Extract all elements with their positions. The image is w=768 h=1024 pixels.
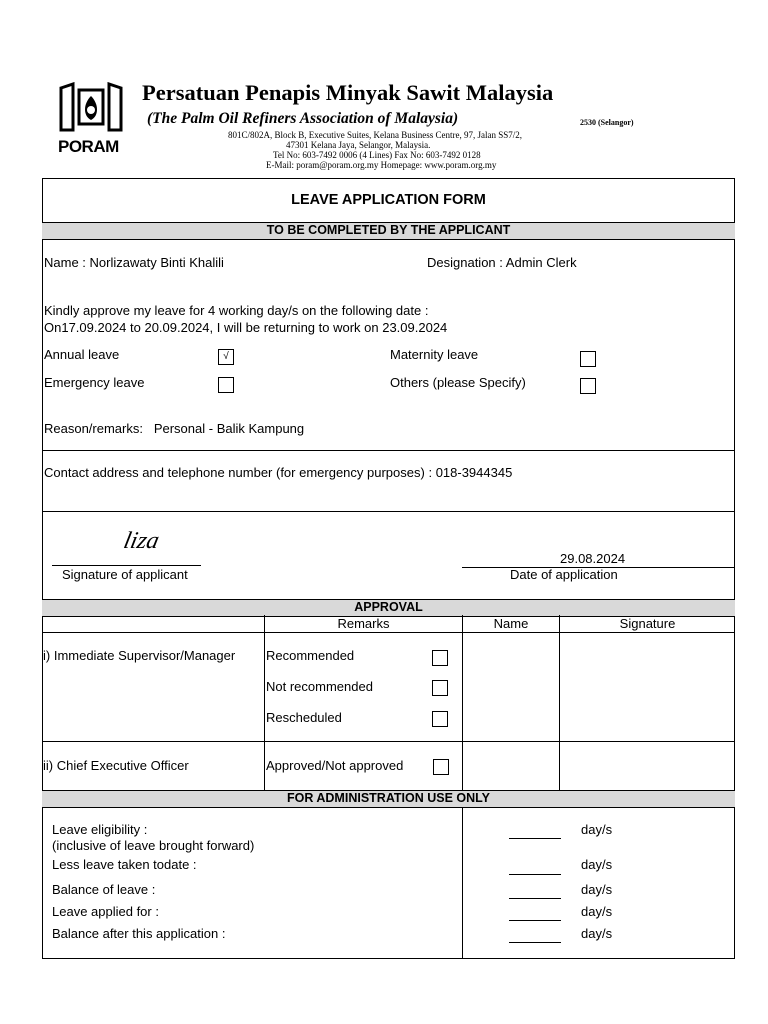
balance-of-leave-blank[interactable]: [509, 898, 561, 899]
column-divider: [559, 615, 560, 790]
email-line: E-Mail: poram@poram.org.my Homepage: www.poram.org.my: [266, 160, 497, 170]
maternity-leave-checkbox[interactable]: [580, 351, 596, 367]
application-date: 29.08.2024: [560, 551, 626, 566]
annual-leave-label: Annual leave: [44, 347, 120, 362]
balance-of-leave-label: Balance of leave :: [52, 882, 156, 897]
emergency-leave-label: Emergency leave: [44, 375, 145, 390]
rescheduled-checkbox[interactable]: [432, 711, 448, 727]
leave-eligibility-blank[interactable]: [509, 838, 561, 839]
form-title: LEAVE APPLICATION FORM: [291, 192, 486, 208]
address-line-2: 47301 Kelana Jaya, Selangor, Malaysia.: [286, 140, 431, 150]
leave-taken-blank[interactable]: [509, 874, 561, 875]
address-line-1: 801C/802A, Block B, Executive Suites, Kelana Business Centre, 97, Jalan SS7/2,: [228, 130, 522, 140]
maternity-leave-label: Maternity leave: [390, 347, 479, 362]
ceo-label: ii) Chief Executive Officer: [43, 758, 189, 773]
org-name-malay: Persatuan Penapis Minyak Sawit Malaysia: [142, 80, 554, 105]
day-unit: day/s: [581, 926, 613, 941]
logo-wordmark: PORAM: [58, 137, 119, 156]
others-leave-checkbox[interactable]: [580, 378, 596, 394]
designation-value: Admin Clerk: [505, 255, 577, 270]
divider: [42, 632, 735, 633]
contact-field: [44, 465, 512, 480]
remarks-column-header: Remarks: [337, 616, 390, 631]
signature-line: [52, 565, 201, 566]
divider: [42, 511, 735, 512]
designation-label: Designation :: [427, 255, 503, 270]
balance-after-blank[interactable]: [509, 942, 561, 943]
leave-taken-label: Less leave taken todate :: [52, 857, 197, 872]
leave-applied-label: Leave applied for :: [52, 904, 159, 919]
divider: [42, 450, 735, 451]
day-unit: day/s: [581, 904, 613, 919]
supervisor-label: i) Immediate Supervisor/Manager: [43, 648, 236, 663]
column-divider: [264, 615, 265, 790]
signature-column-header: Signature: [619, 616, 676, 631]
annual-leave-checkbox[interactable]: √: [218, 349, 234, 365]
contact-label: Contact address and telephone number (for emergency purposes) :: [44, 465, 433, 480]
reason-value: Personal - Balik Kampung: [153, 421, 305, 436]
leave-eligibility-label: Leave eligibility :: [52, 822, 148, 837]
leave-eligibility-note: (inclusive of leave brought forward): [52, 838, 255, 853]
recommended-label: Recommended: [266, 648, 355, 663]
approval-section-header: APPROVAL: [42, 599, 735, 617]
admin-section-header: FOR ADMINISTRATION USE ONLY: [42, 790, 735, 808]
day-unit: day/s: [581, 857, 613, 872]
not-recommended-checkbox[interactable]: [432, 680, 448, 696]
contact-line: Tel No: 603-7492 0006 (4 Lines) Fax No: 603-7492 0128: [273, 150, 481, 160]
name-label: Name :: [44, 255, 86, 270]
reason-field: [44, 421, 304, 436]
name-column-header: Name: [493, 616, 529, 631]
leave-applied-blank[interactable]: [509, 920, 561, 921]
approved-checkbox[interactable]: [433, 759, 449, 775]
rescheduled-label: Rescheduled: [266, 710, 342, 725]
balance-after-label: Balance after this application :: [52, 926, 226, 941]
not-recommended-label: Not recommended: [266, 679, 373, 694]
approved-label: Approved/Not approved: [266, 758, 404, 773]
divider: [42, 741, 735, 742]
applicant-signature: liza: [121, 528, 162, 554]
signature-label: Signature of applicant: [62, 567, 188, 582]
designation-field: [427, 255, 577, 270]
registration-number: 2530 (Selangor): [580, 118, 634, 127]
request-line-1: Kindly approve my leave for 4 working day/s on the following date :: [44, 303, 429, 318]
contact-value: 018-3944345: [435, 465, 513, 480]
applicant-section-header: TO BE COMPLETED BY THE APPLICANT: [42, 222, 735, 240]
column-divider: [462, 807, 463, 959]
name-field: [44, 255, 224, 270]
day-unit: day/s: [581, 822, 613, 837]
others-leave-label: Others (please Specify): [390, 375, 526, 390]
emergency-leave-checkbox[interactable]: [218, 377, 234, 393]
day-unit: day/s: [581, 882, 613, 897]
recommended-checkbox[interactable]: [432, 650, 448, 666]
column-divider: [462, 615, 463, 790]
reason-label: Reason/remarks:: [44, 421, 143, 436]
poram-logo-icon: [57, 82, 125, 140]
org-name-english: (The Palm Oil Refiners Association of Malaysia): [147, 110, 459, 127]
request-line-2: On17.09.2024 to 20.09.2024, I will be returning to work on 23.09.2024: [44, 320, 448, 335]
date-label: Date of application: [510, 567, 618, 582]
name-value: Norlizawaty Binti Khalili: [89, 255, 224, 270]
